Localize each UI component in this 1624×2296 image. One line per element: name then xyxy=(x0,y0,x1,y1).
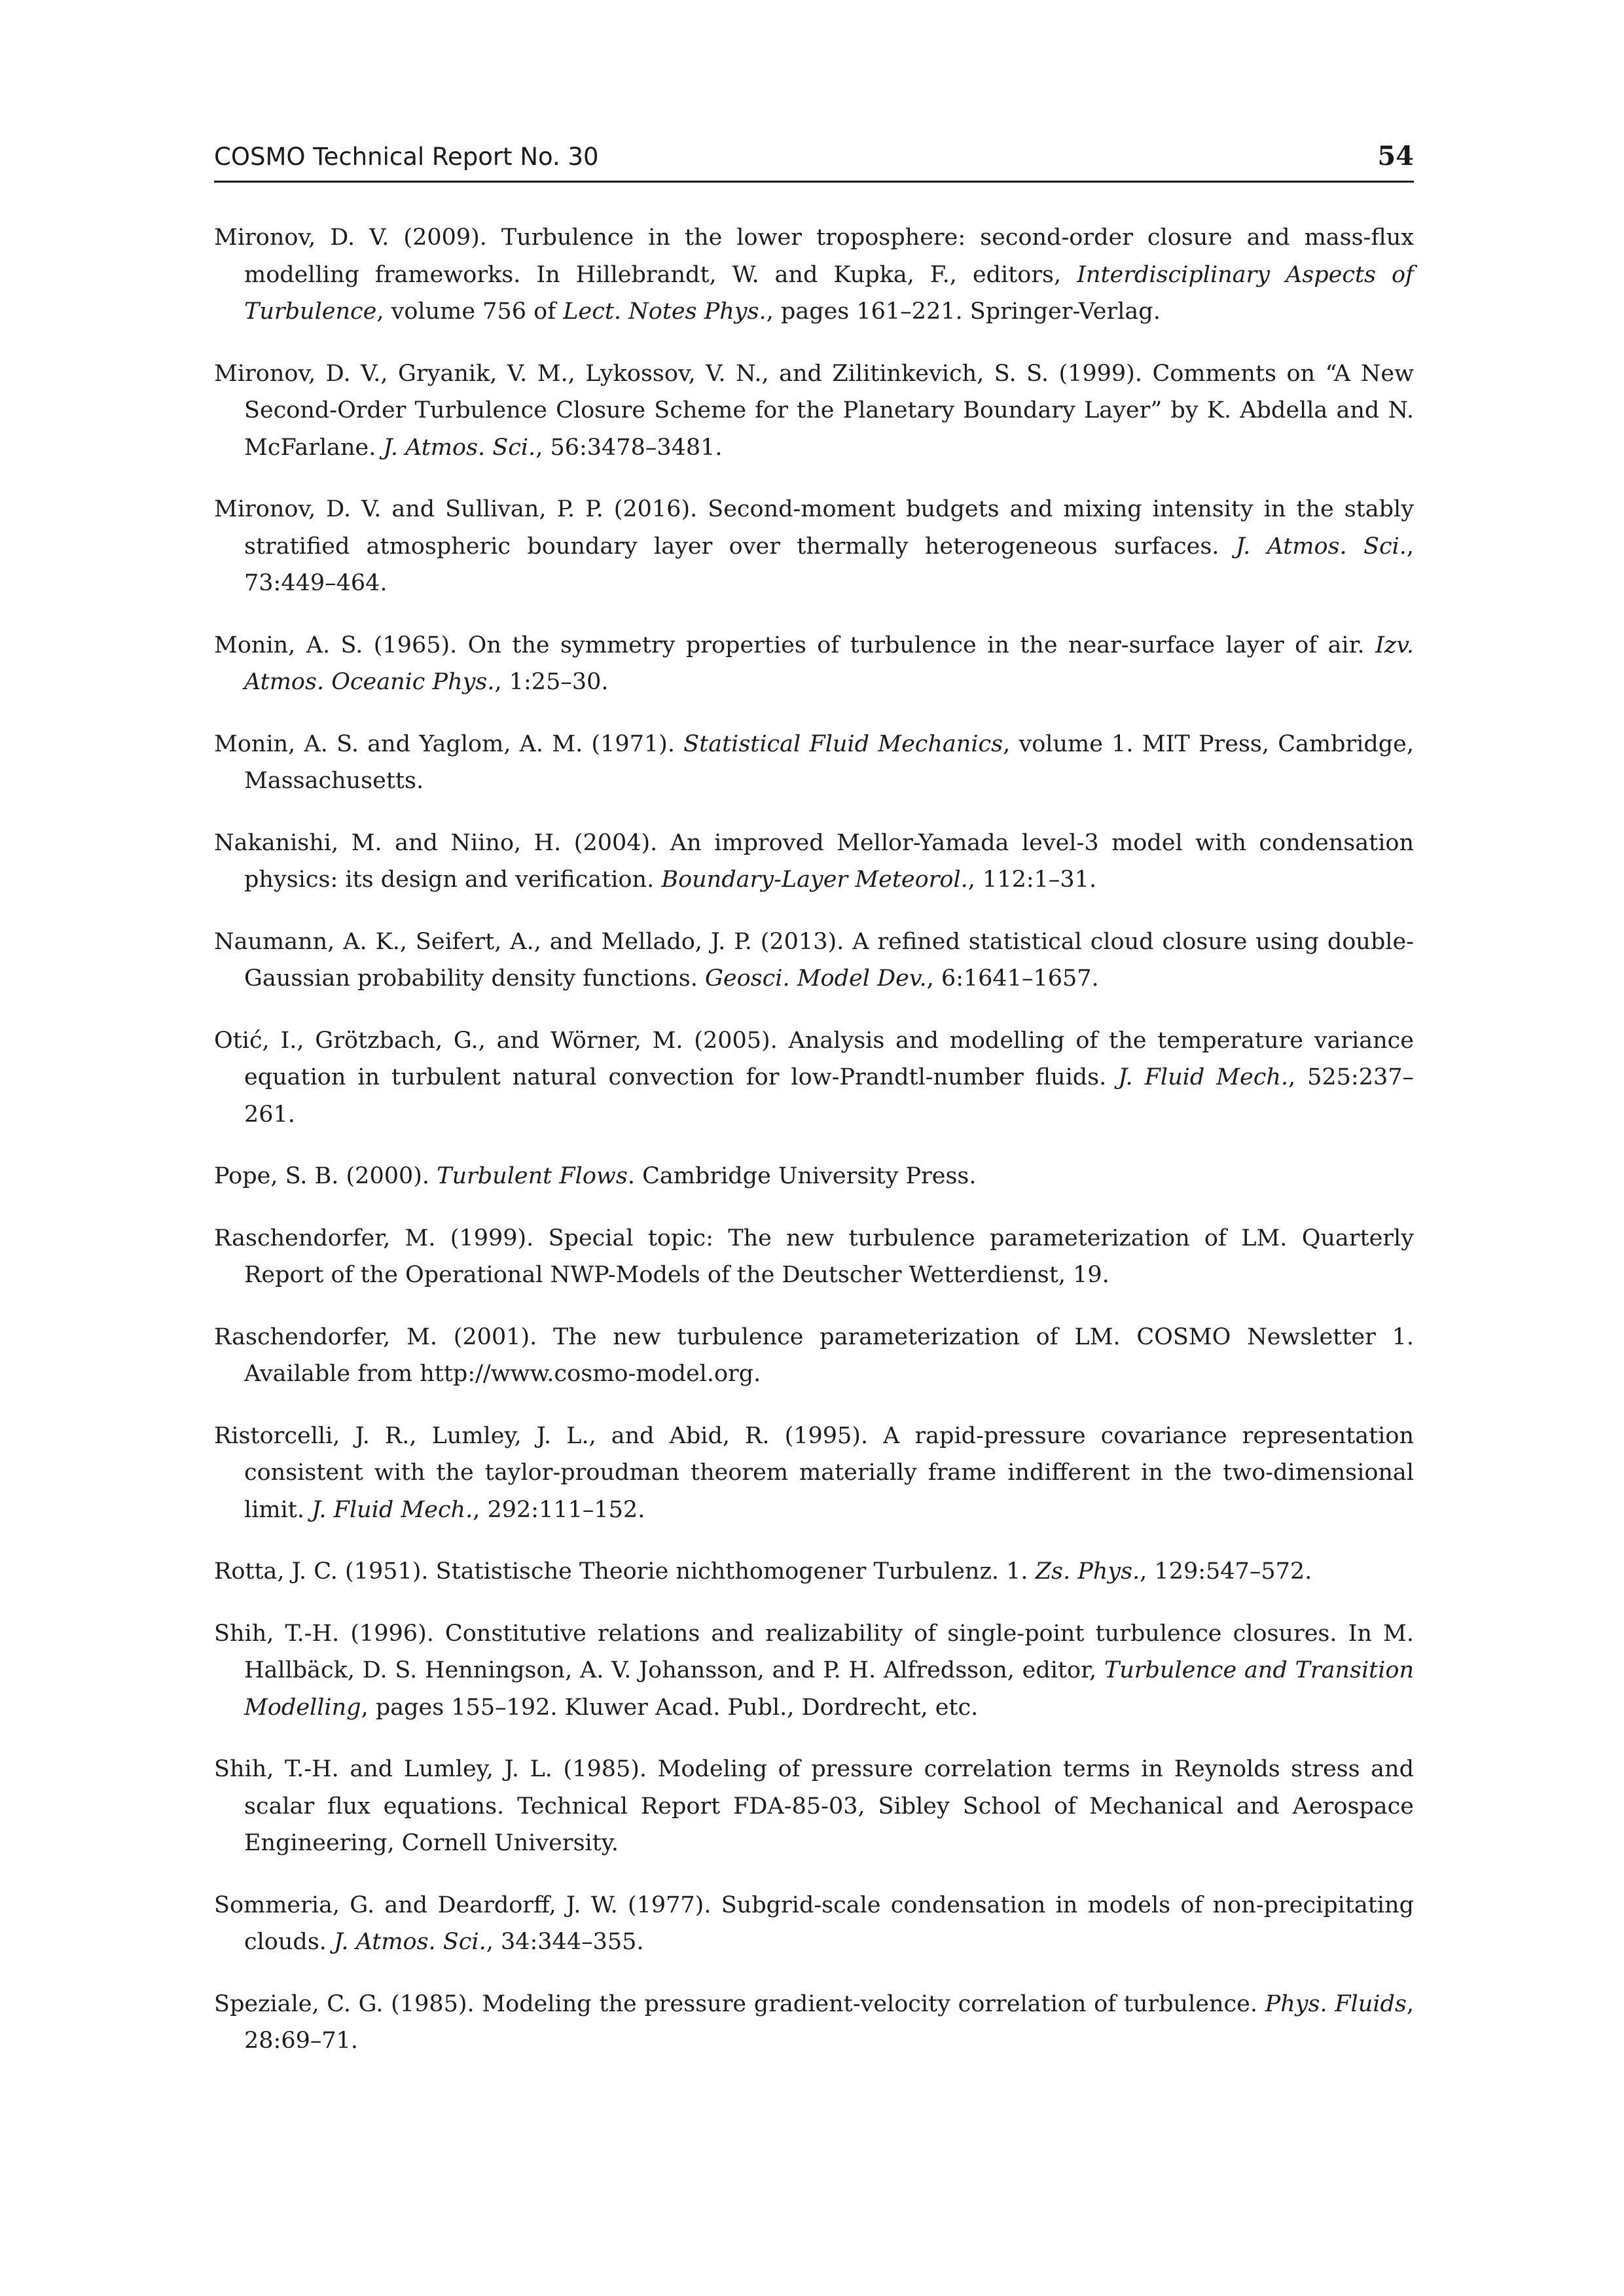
reference-entry xyxy=(214,1553,1414,1590)
reference-text: Pope, S. B. (2000). xyxy=(214,1163,437,1189)
reference-text: , 28:69–71. xyxy=(244,1990,1414,2054)
reference-entry xyxy=(214,1751,1414,1862)
reference-text: , volume 756 of xyxy=(376,298,564,325)
reference-text: Raschendorfer, M. (1999). Special topic: The new turbulence parameterization of LM. Quarterly Report of the Operational NWP-Models of the Deutscher Wetterdienst, 19. xyxy=(214,1225,1414,1288)
reference-entry xyxy=(214,1158,1414,1195)
reference-italic-text: Izv. Atmos. Oceanic Phys. xyxy=(244,632,1414,695)
reference-entry xyxy=(214,726,1414,800)
reference-text: , 73:449–464. xyxy=(244,533,1415,596)
reference-text: Nakanishi, M. and Niino, H. (2004). An improved Mellor-Yamada level-3 model with condensation physics: its design and verification. xyxy=(214,829,1414,893)
reference-italic-text: J. Atmos. Sci. xyxy=(383,434,536,461)
reference-text: Ristorcelli, J. R., Lumley, J. L., and Abid, R. (1995). A rapid-pressure covariance representation consistent with the taylor-proudman theorem materially frame indifferent in the two-dimensional limit. xyxy=(214,1422,1414,1523)
reference-entry xyxy=(214,1220,1414,1294)
reference-italic-text: Turbulent Flows xyxy=(437,1163,628,1189)
reference-text: Otić, I., Grötzbach, G., and Wörner, M. (2005). Analysis and modelling of the temperature variance equation in turbulent natural convection for low-Prandtl-number fluids. xyxy=(214,1027,1414,1090)
reference-entry xyxy=(214,1319,1414,1393)
reference-entry xyxy=(214,1022,1414,1134)
reference-italic-text: Zs. Phys. xyxy=(1035,1558,1140,1585)
reference-text: , 34:344–355. xyxy=(486,1929,644,1955)
reference-text: , volume 1. MIT Press, Cambridge, Massachusetts. xyxy=(244,730,1415,794)
reference-text: Monin, A. S. and Yaglom, A. M. (1971). xyxy=(214,730,684,757)
reference-text: Mironov, D. V. (2009). Turbulence in the lower troposphere: second-order closure and mass-flux modelling frameworks. In Hillebrandt, W. and Kupka, F., editors, xyxy=(214,224,1414,288)
reference-text: Monin, A. S. (1965). On the symmetry properties of turbulence in the near-surface layer of air. xyxy=(214,632,1375,658)
reference-text: Speziale, C. G. (1985). Modeling the pressure gradient-velocity correlation of turbulence. xyxy=(214,1990,1265,2017)
reference-italic-text: Boundary-Layer Meteorol. xyxy=(661,867,968,893)
reference-entry xyxy=(214,491,1414,602)
reference-text: , 1:25–30. xyxy=(494,669,609,695)
reference-list xyxy=(214,219,1414,2060)
reference-entry xyxy=(214,627,1414,701)
reference-text: Mironov, D. V. and Sullivan, P. P. (2016). Second-moment budgets and mixing intensity in the stably stratified atmospheric boundary layer over thermally heterogeneous surfaces. xyxy=(214,496,1414,560)
report-title: COSMO Technical Report No. 30 xyxy=(214,143,599,171)
reference-text: . Cambridge University Press. xyxy=(627,1163,977,1189)
reference-italic-text: Lect. Notes Phys. xyxy=(563,298,767,325)
reference-italic-text: Interdisciplinary Aspects of Turbulence xyxy=(244,261,1414,325)
reference-entry xyxy=(214,825,1414,899)
reference-entry xyxy=(214,1887,1414,1961)
reference-text: Naumann, A. K., Seifert, A., and Mellado, J. P. (2013). A refined statistical cloud closure using double-Gaussian probability density functions. xyxy=(214,928,1414,992)
reference-text: Shih, T.-H. (1996). Constitutive relations and realizability of single-point turbulence closures. In M. Hallbäck, D. S. Henningson, A. V. Johansson, and P. H. Alfredsson, editor, xyxy=(214,1620,1414,1683)
reference-text: Mironov, D. V., Gryanik, V. M., Lykossov, V. N., and Zilitinkevich, S. S. (1999). Comments on “A New Second-Order Turbulence Closure Scheme for the Planetary Boundary Layer” by K. Abdella and N. McFarlane. xyxy=(214,360,1414,461)
reference-text: Rotta, J. C. (1951). Statistische Theorie nichthomogener Turbulenz. 1. xyxy=(214,1558,1036,1585)
reference-italic-text: J. Atmos. Sci. xyxy=(1235,533,1407,560)
reference-text: , 6:1641–1657. xyxy=(926,965,1099,992)
reference-entry xyxy=(214,924,1414,997)
reference-text: , 112:1–31. xyxy=(967,867,1097,893)
reference-text: , 129:547–572. xyxy=(1140,1558,1312,1585)
page-number: 54 xyxy=(1377,141,1414,171)
reference-italic-text: Statistical Fluid Mechanics xyxy=(683,730,1003,757)
reference-text: , 525:237–261. xyxy=(244,1064,1414,1128)
reference-italic-text: J. Fluid Mech. xyxy=(312,1496,473,1523)
reference-text: Shih, T.-H. and Lumley, J. L. (1985). Modeling of pressure correlation terms in Reynolds stress and scalar flux equations. Technical Report FDA-85-03, Sibley School of Mechanical and Aerospace Engineering, Cornell University. xyxy=(214,1756,1414,1856)
reference-italic-text: Turbulence and Transition Modelling xyxy=(244,1657,1415,1721)
reference-entry xyxy=(214,355,1414,467)
reference-entry xyxy=(214,219,1414,331)
reference-italic-text: Geosci. Model Dev. xyxy=(704,965,927,992)
reference-italic-text: Phys. Fluids xyxy=(1265,1990,1407,2017)
reference-text: , 56:3478–3481. xyxy=(535,434,723,461)
reference-italic-text: J. Fluid Mech. xyxy=(1118,1064,1289,1090)
reference-text: Raschendorfer, M. (2001). The new turbulence parameterization of LM. COSMO Newsletter 1. Available from http://www.cosmo-model.org. xyxy=(214,1323,1414,1387)
reference-entry xyxy=(214,1615,1414,1727)
running-header xyxy=(214,143,1414,183)
reference-entry xyxy=(214,1418,1414,1529)
reference-entry xyxy=(214,1986,1414,2060)
reference-text: , 292:111–152. xyxy=(473,1496,645,1523)
reference-text: Sommeria, G. and Deardorff, J. W. (1977). Subgrid-scale condensation in models of non-precipitating clouds. xyxy=(214,1892,1414,1955)
reference-italic-text: J. Atmos. Sci. xyxy=(334,1929,486,1955)
reference-text: , pages 155–192. Kluwer Acad. Publ., Dordrecht, etc. xyxy=(361,1694,979,1721)
reference-text: , pages 161–221. Springer-Verlag. xyxy=(766,298,1161,325)
